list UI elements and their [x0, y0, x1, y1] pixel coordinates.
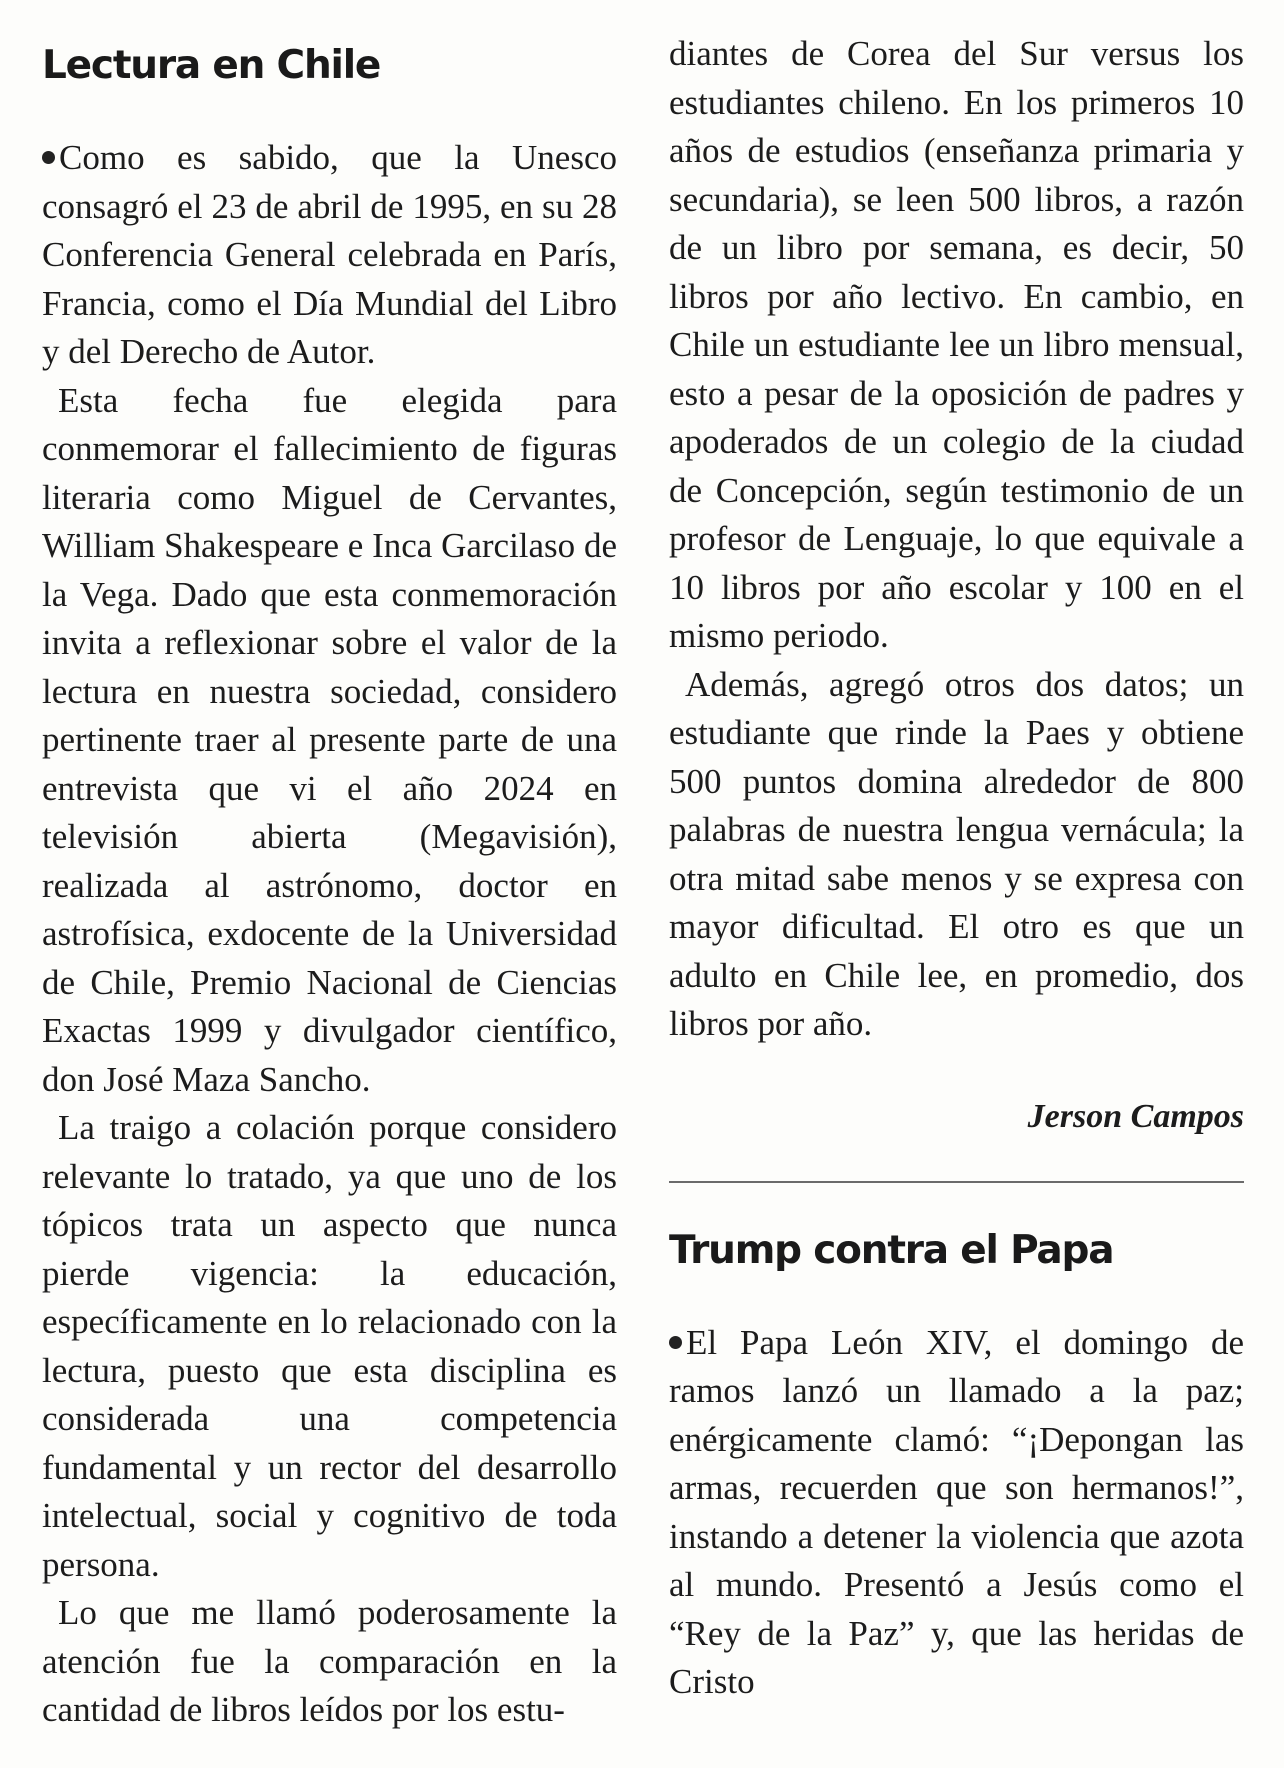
- article-paragraph: Esta fecha fue elegida para conmemorar el fallecimiento de figuras literaria como Miguel de Cervantes, William Shakespeare e Inca Garcilaso de la Vega. Dado que esta conmemoración invita a reflexionar sobre el valor de la lectura en nuestra sociedad, considero pertinente traer al presente parte de una entrevista que vi el año 2024 en televisión abierta (Megavisión), realizada al astrónomo, doctor en astrofísica, exdocente de la Universidad de Chile, Premio Nacional de Ciencias Exactas 1999 y divulgador científico, don José Maza Sancho.: [42, 380, 617, 1099]
- bullet-icon: [669, 1336, 682, 1349]
- paragraph-text: El Papa León XIV, el domingo de ramos lanzó un llamado a la paz; enérgicamente clamó: “¡Depongan las armas, recuerden que son hermanos!”, instando a detener la violencia que azota al mundo. Presentó a Jesús como el “Rey de la Paz” y, que las heridas de Cristo: [669, 1322, 1244, 1701]
- author-signature: Jerson Campos: [1027, 1097, 1244, 1135]
- paragraph-text: Como es sabido, que la Unesco consagró el 23 de abril de 1995, en su 28 Conferencia General celebrada en París, Francia, como el Día Mundial del Libro y del Derecho de Autor.: [42, 138, 617, 371]
- article-paragraph-continued: diantes de Corea del Sur versus los estudiantes chileno. En los primeros 10 años de estudios (enseñanza primaria y secundaria), se leen 500 libros, a razón de un libro por semana, es decir, 50 libros por año lectivo. En cambio, en Chile un estudiante lee un libro mensual, esto a pesar de la oposición de padres y apoderados de un colegio de la ciudad de Concepción, según testimonio de un profesor de Lenguaje, lo que equivale a 10 libros por año escolar y 100 en el mismo periodo.: [669, 34, 1244, 655]
- section-divider: [669, 1181, 1244, 1183]
- bullet-icon: [42, 151, 55, 164]
- article-title-trump: Trump contra el Papa: [669, 1227, 1114, 1273]
- article-paragraph: [42, 134, 617, 377]
- left-column: [42, 30, 617, 1735]
- article-title-lectura: Lectura en Chile: [42, 43, 381, 88]
- right-column: [669, 30, 1244, 1707]
- article-paragraph: La traigo a colación porque considero relevante lo tratado, ya que uno de los tópicos trata un aspecto que nunca pierde vigencia: la educación, específicamente en lo relacionado con la lectura, puesto que esta disciplina es considerada una competencia fundamental y un rector del desarrollo intelectual, social y cognitivo de toda persona.: [42, 1108, 617, 1584]
- article-paragraph: [669, 1319, 1244, 1707]
- article-paragraph: Además, agregó otros dos datos; un estudiante que rinde la Paes y obtiene 500 puntos domina alrededor de 800 palabras de nuestra lengua vernácula; la otra mitad sabe menos y se expresa con mayor dificultad. El otro es que un adulto en Chile lee, en promedio, dos libros por año.: [669, 664, 1244, 1043]
- article-paragraph: Lo que me llamó poderosamente la atención fue la comparación en la cantidad de libros leídos por los estu-: [42, 1593, 617, 1729]
